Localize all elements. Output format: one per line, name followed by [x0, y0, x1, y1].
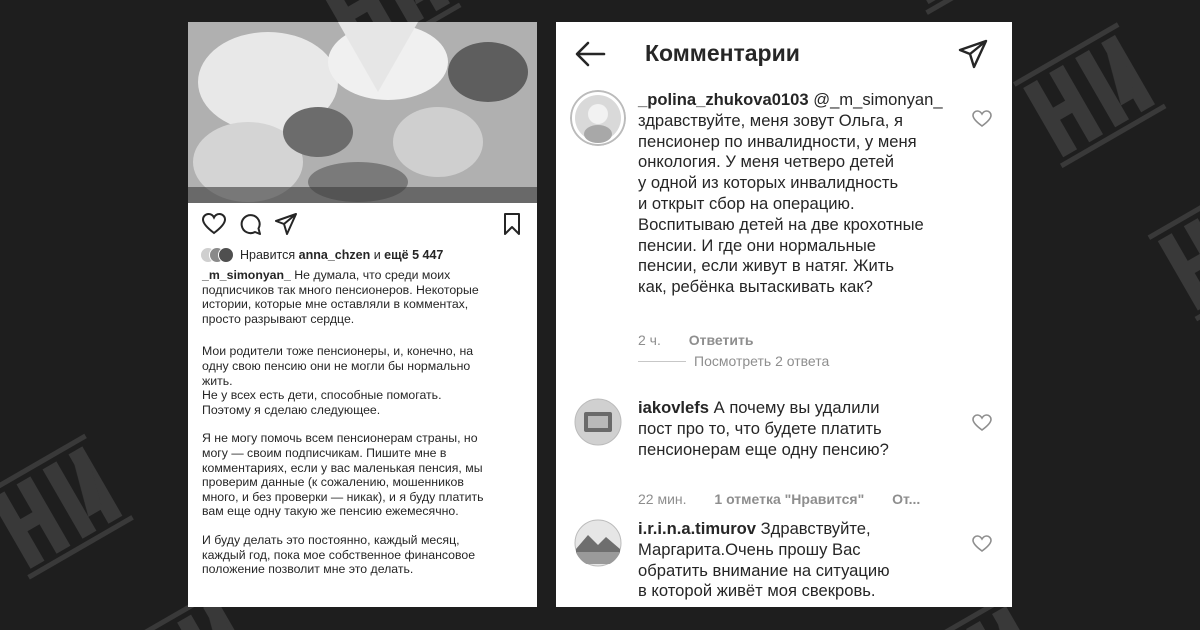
heart-icon	[202, 213, 226, 235]
comment-username[interactable]: i.r.i.n.a.timurov	[638, 519, 757, 538]
comment-message: @_m_simonyan_ здравствуйте, меня зовут Ольга, я пенсионер по инвалидности, у меня онкология. У меня четверо детей у одной из которых инвалидность и открыт сбор на операцию. Воспитываю детей на две крохотные пенсии. И где они нормальные пенсии, если живут в натяг. Жить как, ребёнка вытаскивать как?	[638, 90, 943, 297]
avatar[interactable]	[574, 398, 622, 446]
comment-time: 2 ч.	[638, 332, 661, 348]
caption-text: Не думала, что среди моих подписчиков так много пенсионеров. Некоторые истории, которые мне оставляли в комментах, просто разрывают сердце.	[202, 268, 479, 326]
avatar[interactable]	[574, 519, 622, 567]
bookmark-icon	[503, 213, 521, 235]
avatar[interactable]	[570, 90, 626, 146]
share-button[interactable]	[272, 210, 300, 238]
comment-button[interactable]	[236, 210, 264, 238]
comment-username[interactable]: iakovlefs	[638, 398, 710, 417]
paper-plane-icon[interactable]	[958, 39, 988, 69]
heart-outline-icon[interactable]	[972, 535, 992, 553]
like-button[interactable]	[200, 210, 228, 238]
comment-likes[interactable]: 1 отметка "Нравится"	[714, 491, 865, 507]
caption-paragraph: И буду делать это постоянно, каждый месяц, каждый год, пока мое собственное финансовое положение позволит мне это делать.	[202, 532, 476, 577]
comment-message: Здравствуйте, Маргарита.Очень прошу Вас обратить внимание на ситуацию в которой живёт моя свекровь.	[638, 519, 890, 601]
caption-paragraph	[202, 268, 524, 326]
view-replies-button[interactable]: Посмотреть 2 ответа	[694, 353, 830, 369]
post-photo	[188, 22, 537, 203]
post-caption	[202, 268, 524, 591]
likes-text	[240, 248, 443, 262]
caption-paragraph: Мои родители тоже пенсионеры, и, конечно, на одну свою пенсию они не могли бы нормально жить. Не у всех есть дети, способные помогать. Поэтому я сделаю следующее.	[202, 344, 474, 417]
reply-button[interactable]: От...	[892, 491, 921, 507]
likes-connector: и	[373, 248, 381, 262]
caption-paragraph: Я не могу помочь всем пенсионерам страны, но могу — своим подписчикам. Пишите мне в комментариях, если у вас маленькая пенсия, мы проверим данные (к сожалению, мошенников много, и без проверки — никак), и я буду платить вам еще одну такую же пенсию ежемесячно.	[202, 431, 484, 519]
liker-username[interactable]: anna_chzen	[298, 248, 371, 262]
likes-prefix: Нравится	[240, 248, 296, 262]
comment-time: 22 мин.	[638, 491, 687, 507]
comment-text	[638, 519, 968, 602]
comment-icon	[239, 213, 261, 235]
author-username[interactable]: _m_simonyan_	[202, 268, 291, 282]
comments-panel	[556, 22, 1012, 607]
instagram-post-panel	[188, 22, 537, 607]
replies-divider	[638, 361, 686, 362]
comment-meta	[638, 332, 777, 348]
reply-button[interactable]: Ответить	[688, 332, 754, 348]
heart-outline-icon[interactable]	[972, 414, 992, 432]
page-title: Комментарии	[645, 40, 800, 66]
likes-count[interactable]: ещё 5 447	[384, 248, 444, 262]
liker-avatars	[200, 247, 240, 263]
comment-username[interactable]: _polina_zhukova0103	[638, 90, 809, 109]
avatar	[218, 247, 234, 263]
arrow-left-icon[interactable]	[574, 40, 606, 68]
heart-outline-icon[interactable]	[972, 110, 992, 128]
view-replies-row[interactable]	[638, 352, 829, 370]
save-button[interactable]	[498, 210, 526, 238]
comment-text	[638, 398, 968, 460]
comment-text	[638, 90, 968, 298]
paper-plane-icon	[275, 213, 297, 235]
comment-message: А почему вы удалили пост про то, что будете платить пенсионерам еще одну пенсию?	[638, 398, 889, 459]
likes-summary[interactable]	[200, 246, 443, 264]
comments-header	[556, 22, 1012, 84]
comment-meta	[638, 491, 944, 507]
post-action-bar	[188, 210, 537, 238]
